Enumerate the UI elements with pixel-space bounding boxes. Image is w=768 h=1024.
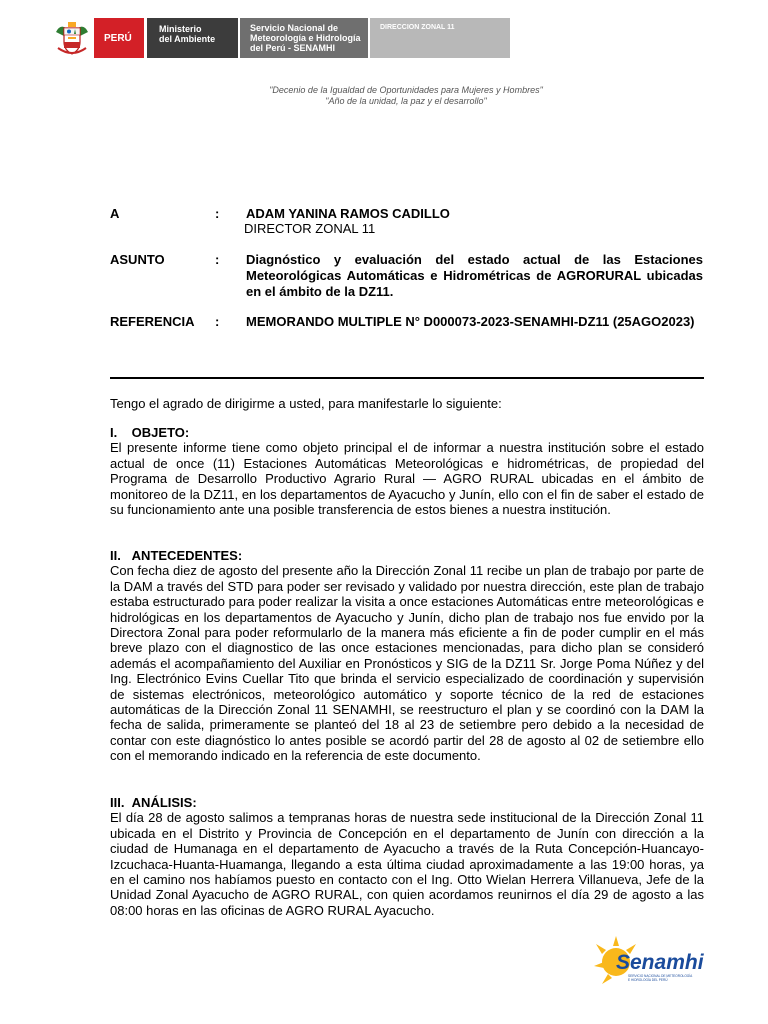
section-text: El presente informe tiene como objeto principal el de informar a nuestra institución sobre el estado actual de once (11) Estaciones Automáticas Meteorológicas e hidrométricas, de propiedad del Programa de Desarrollo Productivo Agrario Rural — AGRO RURAL ubicadas en el ámbito de monitoreo de la DZ11, en los departamentos de Ayacucho y Junín, ello con el fin de saber el estado de su funcionamiento ante una posible transferencia de estos bienes a nuestra institución. (110, 440, 704, 518)
section-text: Con fecha diez de agosto del presente año la Dirección Zonal 11 recibe un plan de trabajo por parte de la DAM a través del STD para poder ser revisado y validado por nuestra dirección, este plan de trabajo estaba estructurado para poder realizar la visita a once estaciones Automáticas entre meteorológicas e hidrológicas en los departamentos de Ayacucho y Junín, dicho plan de trabajo nos fue envido por la Directora Zonal para poder reformularlo de la manera más eficiente a fin de poder cumplir en el más breve plazo con el diagnostico de las once estaciones mencionadas, para dicho plan se consideró además el acompañamiento del Auxiliar en Pronósticos y SIG de la DZ11 Sr. Jorge Poma Núñez y del Ing. Electrónico Evins Cuellar Tito que brinda el servicio especializado de coordinación y supervisión de sistemas electrónicos, meteorológico automático y soporte técnico de la red de estaciones automáticas de la Dirección Zonal 11 SENAMHI, se reestructuro el plan y se coordinó con la DAM la fecha de salida, primeramente se planteó del 18 al 23 de setiembre pero debido a la necesidad de contar con este diagnóstico lo antes posible se acordó partir del 28 de agosto al 02 de setiembre ello con el memorando indicado en la referencia de este documento. (110, 563, 704, 764)
service-line-1: Servicio Nacional de (250, 23, 339, 33)
to-colon: : (215, 206, 220, 221)
section-text: El día 28 de agosto salimos a tempranas horas de nuestra sede institucional de la Dirección Zonal 11 ubicada en el Distrito y Provincia de Concepción en el departamento de Junín con dirección a la ciudad de Humanaga en el departamento de Ayacucho a través de la Ruta Concepción-Huancayo-Izcuchaca-Huanta-Huamanga, llegando a esta última ciudad aproximadamente a las 19:00 horas, ya en el camino nos habíamos puesto en contacto con el Ing. Otto Wielan Herrera Villanueva, Jefe de la Unidad Zonal Ayacucho de AGRO RURAL, con quien acordamos reunirnos el día 29 de agosto a las 08:00 horas en las oficinas de AGRO RURAL Ayacucho. (110, 810, 704, 918)
country-badge (94, 18, 144, 58)
subject-text: Diagnóstico y evaluación del estado actual de las Estaciones Meteorológicas Automáticas e Hidrométricas de AGRORURAL ubicadas en el ámbito de la DZ11. (246, 252, 703, 299)
section-objeto (110, 425, 704, 517)
reference-colon: : (215, 314, 220, 329)
separator-rule (110, 377, 704, 379)
institution-header (52, 18, 510, 58)
service-line-3: del Perú - SENAMHI (250, 43, 336, 53)
section-title: II. ANTECEDENTES: (110, 548, 243, 563)
reference-label: REFERENCIA (110, 314, 195, 329)
section-title: I. OBJETO: (110, 425, 190, 440)
country-label: PERÚ (104, 32, 132, 44)
decenio-motto (0, 85, 768, 107)
senamhi-tagline-2: E HIDROLOGÍA DEL PERÚ (628, 978, 668, 982)
subject-label: ASUNTO (110, 252, 165, 267)
greeting: Tengo el agrado de dirigirme a usted, para manifestarle lo siguiente: (110, 396, 502, 411)
senamhi-tagline-1: SERVICIO NACIONAL DE METEOROLOGÍA (628, 974, 693, 978)
ministry-line-2: del Ambiente (159, 34, 216, 44)
ministry-badge (146, 18, 238, 58)
section-analisis (110, 795, 704, 918)
ministry-line-1: Ministerio (159, 24, 202, 34)
section-title: III. ANÁLISIS: (110, 795, 197, 810)
office-label: DIRECCION ZONAL 11 (380, 24, 455, 31)
decenio-line-1: "Decenio de la Igualdad de Oportunidades para Mujeres y Hombres" (269, 85, 543, 95)
service-badge (240, 18, 368, 58)
office-badge (370, 18, 510, 58)
service-line-2: Meteorología e Hidrología (250, 33, 361, 43)
section-antecedentes (110, 548, 704, 764)
to-label: A (110, 206, 120, 221)
reference-text: MEMORANDO MULTIPLE N° D000073-2023-SENAMHI-DZ11 (25AGO2023) (246, 314, 695, 329)
to-title: DIRECTOR ZONAL 11 (244, 221, 376, 236)
decenio-line-2: "Año de la unidad, la paz y el desarrollo" (325, 96, 487, 106)
subject-colon: : (215, 252, 220, 267)
coat-of-arms-icon (52, 18, 92, 58)
senamhi-wordmark: Senamhi (616, 951, 704, 974)
senamhi-logo (592, 932, 712, 988)
to-name: ADAM YANINA RAMOS CADILLO (246, 206, 450, 221)
